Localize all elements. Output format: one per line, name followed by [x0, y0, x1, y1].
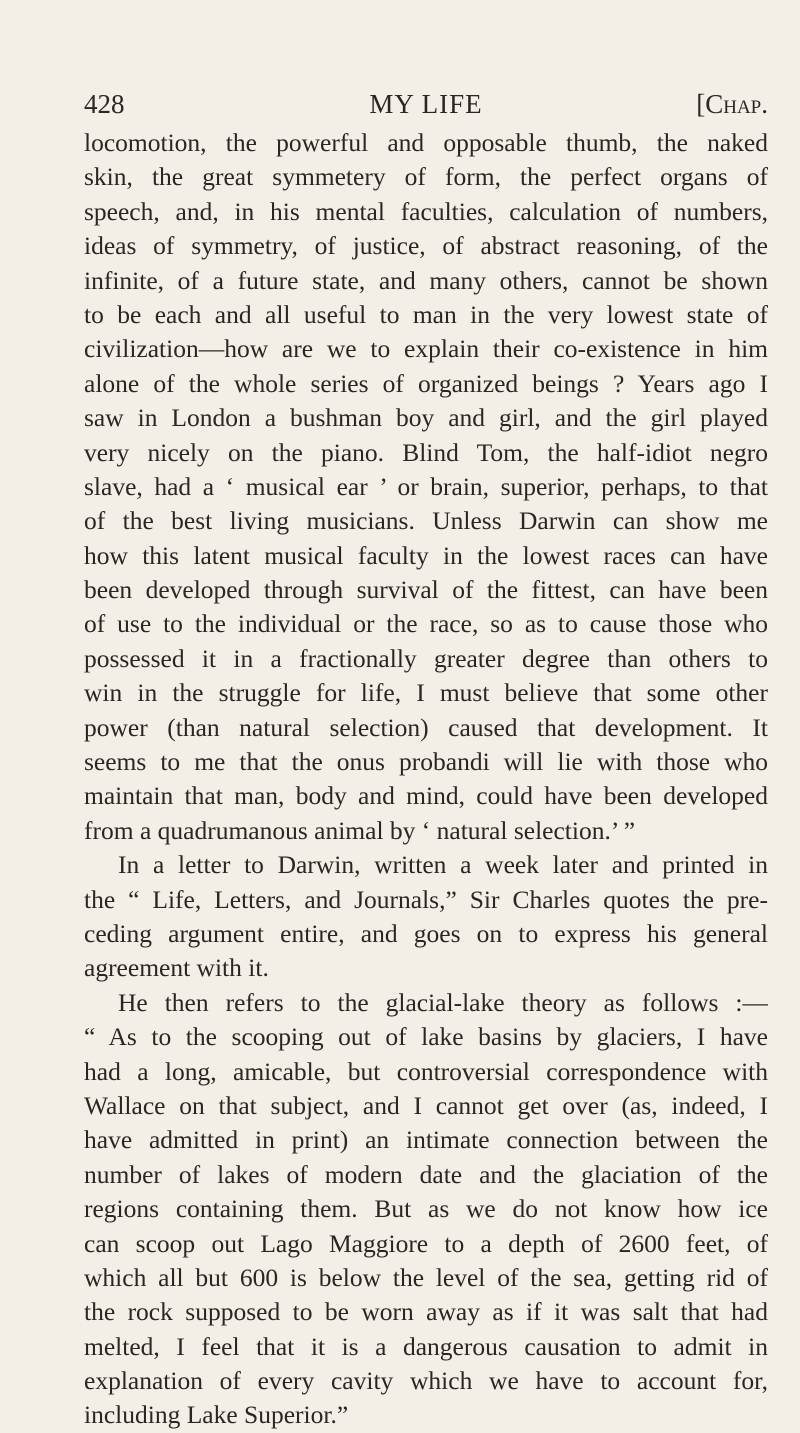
text-line: skin, the great symmetery of form, the perfect organs of [84, 162, 768, 192]
page-body [84, 126, 768, 1433]
text-line: Wallace on that subject, and I cannot get over (as, indeed, I [84, 1090, 768, 1120]
text-line: very nicely on the piano. Blind Tom, the half-idiot negro [84, 437, 768, 467]
running-title: MY LIFE [369, 89, 483, 119]
text-line: agreement with it. [84, 953, 269, 983]
text-line: possessed it in a fractionally greater degree than others to [84, 643, 768, 673]
text-line: saw in London a bushman boy and girl, and the girl played [84, 403, 768, 433]
text-line: ceding argument entire, and goes on to express his general [84, 918, 768, 948]
text-line: seems to me that the onus probandi will lie with those who [84, 747, 768, 777]
text-line: the rock supposed to be worn away as if it was salt that had [84, 1297, 768, 1327]
text-line: from a quadrumanous animal by ‘ natural selection.’ ” [84, 815, 636, 845]
text-line: the “ Life, Letters, and Journals,” Sir Charles quotes the pre- [84, 884, 768, 914]
text-line: been developed through survival of the fittest, can have been [84, 575, 768, 605]
running-header [84, 86, 768, 122]
text-line: power (than natural selection) caused that development. It [84, 712, 768, 742]
text-line: how this latent musical faculty in the lowest races can have [84, 540, 768, 570]
text-line: He then refers to the glacial-lake theory as follows :— [118, 987, 768, 1017]
text-line: have admitted in print) an intimate connection between the [84, 1125, 768, 1155]
text-line: locomotion, the powerful and opposable thumb, the naked [84, 128, 768, 157]
text-line: explanation of every cavity which we have to account for, [84, 1366, 768, 1396]
text-line: regions containing them. But as we do not know how ice [84, 1194, 768, 1224]
text-line: to be each and all useful to man in the very lowest state of [84, 299, 768, 329]
text-line: alone of the whole series of organized beings ? Years ago I [84, 368, 768, 398]
text-line: infinite, of a future state, and many others, cannot be shown [84, 265, 768, 295]
text-line: win in the struggle for life, I must believe that some other [84, 678, 768, 708]
text-line: of the best living musicians. Unless Darwin can show me [84, 506, 768, 536]
page-number: 428 [84, 89, 125, 119]
text-line: had a long, amicable, but controversial correspondence with [84, 1056, 768, 1086]
text-line: maintain that man, body and mind, could have been developed [84, 781, 768, 811]
text-line: melted, I feel that it is a dangerous causation to admit in [84, 1331, 768, 1361]
text-line: of use to the individual or the race, so as to cause those who [84, 609, 768, 639]
text-line: “ As to the scooping out of lake basins by glaciers, I have [84, 1022, 768, 1052]
chapter-label: [Chap. [696, 89, 768, 119]
text-line: ideas of symmetry, of justice, of abstract reasoning, of the [84, 231, 768, 261]
text-line: civilization—how are we to explain their co-existence in him [84, 334, 768, 364]
text-line: slave, had a ‘ musical ear ’ or brain, superior, perhaps, to that [84, 471, 768, 501]
text-line: including Lake Superior.” [84, 1400, 349, 1430]
text-line: can scoop out Lago Maggiore to a depth of 2600 feet, of [84, 1228, 768, 1258]
text-line: In a letter to Darwin, written a week later and printed in [118, 850, 768, 880]
text-line: which all but 600 is below the level of the sea, getting rid of [84, 1262, 768, 1292]
text-line: number of lakes of modern date and the glaciation of the [84, 1159, 768, 1189]
text-line: speech, and, in his mental faculties, calculation of numbers, [84, 196, 768, 226]
